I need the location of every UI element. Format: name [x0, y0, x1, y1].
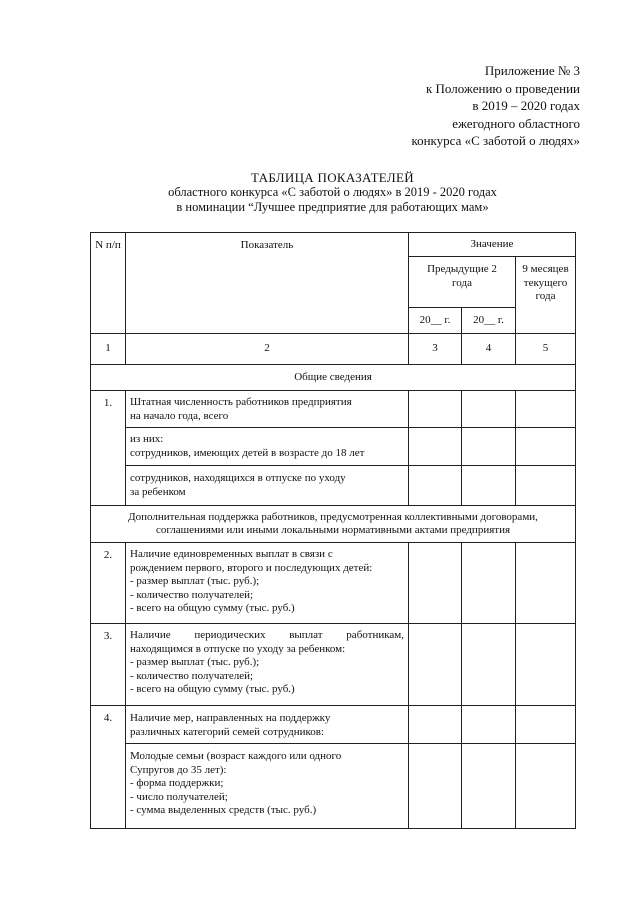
- value-cell: [516, 428, 576, 466]
- col-number: 3: [409, 334, 462, 365]
- value-cell: [409, 706, 462, 744]
- indicator-line: Наличие единовременных выплат в связи с: [130, 548, 333, 560]
- indicator-line: Наличие периодических выплат работникам,: [130, 629, 404, 641]
- row-number: 2.: [91, 543, 126, 624]
- value-cell: [516, 391, 576, 428]
- section-additional-support: [91, 506, 576, 543]
- value-cell: [516, 744, 576, 829]
- indicator-cell: [126, 706, 409, 744]
- indicator-line: рождением первого, второго и последующих детей:: [130, 561, 373, 574]
- value-cell: [462, 466, 516, 506]
- indicator-line: - размер выплат (тыс. руб.);: [130, 575, 260, 587]
- section-line: соглашениями или иными локальными нормативными актами предприятия: [155, 524, 511, 536]
- header-current-period: 9 месяцев текущего года: [516, 257, 576, 334]
- appendix-line: ежегодного областного: [452, 115, 580, 131]
- indicator-line: Наличие мер, направленных на поддержку: [130, 712, 331, 724]
- indicator-line: - количество получателей;: [130, 669, 254, 682]
- table-title: ТАБЛИЦА ПОКАЗАТЕЛЕЙ: [251, 170, 414, 185]
- indicator-cell: [126, 624, 409, 706]
- header-indicator: Показатель: [126, 233, 409, 334]
- value-cell: [516, 543, 576, 624]
- indicator-line: Супругов до 35 лет):: [130, 763, 227, 776]
- indicator-line: различных категорий семей сотрудников:: [130, 725, 325, 738]
- value-cell: [516, 706, 576, 744]
- table-row: [91, 391, 576, 428]
- table-row: [91, 428, 576, 466]
- indicator-line: сотрудников, имеющих детей в возрасте до 18 лет: [130, 446, 365, 459]
- title-subtitle: областного конкурса «С заботой о людях» в 2019 - 2020 годах: [168, 185, 497, 199]
- header-year-1: 20__ г.: [409, 308, 462, 334]
- indicator-line: - размер выплат (тыс. руб.);: [130, 656, 260, 668]
- value-cell: [462, 543, 516, 624]
- value-cell: [462, 706, 516, 744]
- indicator-cell: [126, 466, 409, 506]
- appendix-header: [380, 62, 580, 150]
- table-row: [91, 744, 576, 829]
- indicator-line: - количество получателей;: [130, 588, 254, 601]
- title-nomination: в номинации “Лучшее предприятие для работающих мам»: [176, 200, 489, 214]
- appendix-line: в 2019 – 2020 годах: [472, 98, 580, 113]
- appendix-line: к Положению о проведении: [425, 80, 580, 96]
- indicators-table: [90, 232, 576, 829]
- col-number: 4: [462, 334, 516, 365]
- value-cell: [409, 543, 462, 624]
- header-row: [91, 233, 576, 257]
- value-cell: [516, 466, 576, 506]
- appendix-line: Приложение № 3: [484, 63, 580, 78]
- value-cell: [462, 624, 516, 706]
- value-cell: [409, 391, 462, 428]
- section-row: [91, 365, 576, 391]
- header-num: N п/п: [91, 233, 126, 334]
- header-year-2: 20__ г.: [462, 308, 516, 334]
- indicator-cell: [126, 428, 409, 466]
- indicator-line: - всего на общую сумму (тыс. руб.): [130, 602, 295, 614]
- column-numbers-row: [91, 334, 576, 365]
- row-number: 4.: [91, 706, 126, 829]
- row-number: 3.: [91, 624, 126, 706]
- value-cell: [462, 428, 516, 466]
- table-row: [91, 543, 576, 624]
- value-cell: [409, 466, 462, 506]
- table-row: [91, 624, 576, 706]
- indicator-line: Молодые семьи (возраст каждого или одного: [130, 750, 342, 762]
- indicator-cell: [126, 744, 409, 829]
- value-cell: [516, 624, 576, 706]
- indicator-line: - форма поддержки;: [130, 777, 224, 789]
- indicator-line: - всего на общую сумму (тыс. руб.): [130, 683, 295, 695]
- table-row: [91, 706, 576, 744]
- value-cell: [462, 744, 516, 829]
- value-cell: [409, 624, 462, 706]
- indicator-line: - число получателей;: [130, 790, 228, 803]
- value-cell: [462, 391, 516, 428]
- value-cell: [409, 428, 462, 466]
- section-general-info: Общие сведения: [91, 365, 576, 391]
- indicator-line: Штатная численность работников предприятия: [130, 396, 352, 408]
- indicator-line: за ребенком: [130, 485, 186, 498]
- col-number: 1: [91, 334, 126, 365]
- header-prev-years: Предыдущие 2 года: [409, 257, 516, 308]
- indicators-table-wrapper: [90, 232, 576, 829]
- section-line: Дополнительная поддержка работников, предусмотренная коллективными договорами,: [128, 510, 538, 523]
- indicator-line: из них:: [130, 433, 164, 445]
- table-row: [91, 466, 576, 506]
- section-row: [91, 506, 576, 543]
- indicator-line: - сумма выделенных средств (тыс. руб.): [130, 804, 317, 816]
- document-title: [90, 170, 575, 215]
- indicator-cell: [126, 543, 409, 624]
- appendix-line: конкурса «С заботой о людях»: [411, 133, 580, 148]
- col-number: 5: [516, 334, 576, 365]
- col-number: 2: [126, 334, 409, 365]
- indicator-line: на начало года, всего: [130, 409, 229, 422]
- value-cell: [409, 744, 462, 829]
- indicator-line: сотрудников, находящихся в отпуске по уходу: [130, 472, 346, 484]
- indicator-line: находящимся в отпуске по уходу за ребенком:: [130, 642, 346, 655]
- indicator-cell: [126, 391, 409, 428]
- header-value: Значение: [409, 233, 576, 257]
- row-number: 1.: [91, 391, 126, 506]
